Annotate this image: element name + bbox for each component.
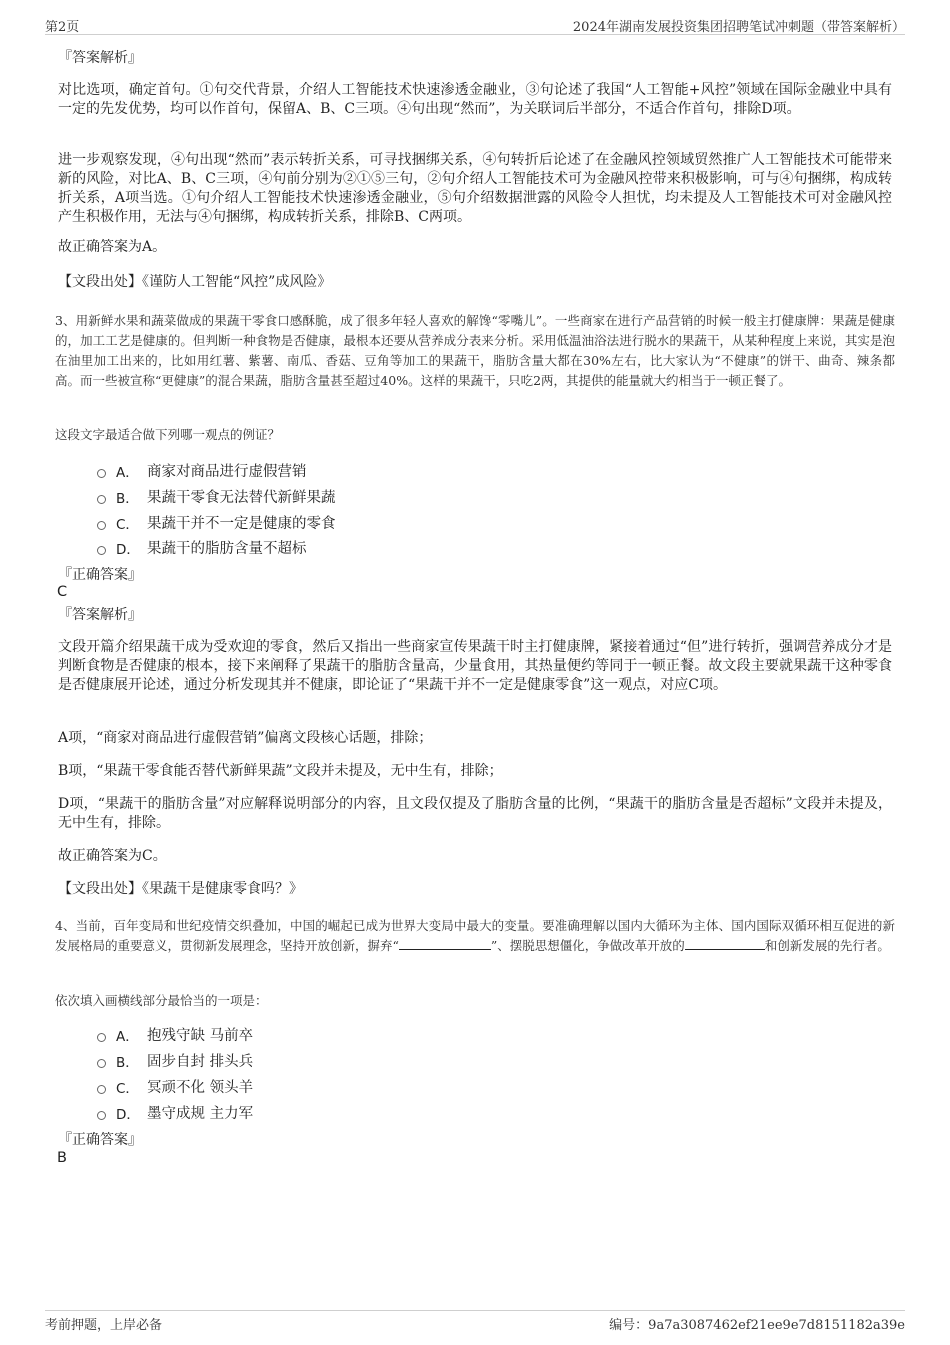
radio-icon[interactable] xyxy=(97,469,106,478)
q4-text-part-1: 4、当前，百年变局和世纪疫情交织叠加，中国的崛起已成为世界大变局中最大的变量。要准确理解以国内大循环为主体、国内国际双循环相互促进的新发展格局的重要意义，贯彻新发展理念，坚持开放创新，摒弃“ xyxy=(55,918,895,953)
footer-divider xyxy=(45,1310,905,1311)
q3-source: 【文段出处】《果蔬干是健康零食吗？》 xyxy=(58,881,303,897)
option-letter: B． xyxy=(116,490,139,507)
option-text: 果蔬干并不一定是健康的零食 xyxy=(147,516,336,532)
radio-icon[interactable] xyxy=(97,1059,106,1068)
q3-question-text: 3、用新鲜水果和蔬菜做成的果蔬干零食口感酥脆，成了很多年轻人喜欢的解馋“零嘴儿”。一些商家在进行产品营销的时候一般主打健康牌：果蔬是健康的，加工工艺是健康的。但判断一种食物是否健康，最根本还要从营养成分表来分析。采用低温油浴法进行脱水的果蔬干，从某种程度上来说，其实是泡在油里加工出来的，比如用红薯、紫薯、南瓜、香菇、豆角等加工的果蔬干，脂肪含量大都在30%左右，比大家认为“不健康”的饼干、曲奇、辣条都高。而一些被宣称“更健康”的混合果蔬，脂肪含量甚至超过40%。这样的果蔬干，只吃2两，其提供的能量就大约相当于一顿正餐了。 xyxy=(55,313,895,388)
q2-source: 【文段出处】《谨防人工智能“风控”成风险》 xyxy=(58,274,332,290)
option-letter: C． xyxy=(116,1080,139,1097)
q4-answer: B xyxy=(57,1150,67,1166)
option-letter: B． xyxy=(116,1054,139,1071)
option-text: 墨守成规 主力军 xyxy=(147,1106,254,1122)
radio-icon[interactable] xyxy=(97,546,106,555)
radio-icon[interactable] xyxy=(97,521,106,530)
q4-text-part-2: ”、摆脱思想僵化，争做改革开放的 xyxy=(490,938,685,953)
option-text: 冥顽不化 领头羊 xyxy=(147,1080,254,1096)
option-text: 固步自封 排头兵 xyxy=(147,1054,254,1070)
option-text: 果蔬干的脂肪含量不超标 xyxy=(147,541,307,557)
radio-icon[interactable] xyxy=(97,1033,106,1042)
q3-analysis-p4: D项，“果蔬干的脂肪含量”对应解释说明部分的内容，且文段仅提及了脂肪含量的比例，“果蔬干的脂肪含量是否超标”文段并未提及，无中生有，排除。 xyxy=(58,796,892,831)
radio-icon[interactable] xyxy=(97,1111,106,1120)
q3-option-a[interactable] xyxy=(97,460,307,481)
q4-question-text xyxy=(55,916,895,956)
q4-text-part-3: 和创新发展的先行者。 xyxy=(764,938,890,953)
q4-stem: 依次填入画横线部分最恰当的一项是： xyxy=(55,993,268,1008)
document-title: 2024年湖南发展投资集团招聘笔试冲刺题（带答案解析） xyxy=(572,20,905,35)
q4-option-c[interactable] xyxy=(97,1076,253,1097)
option-letter: A． xyxy=(116,1028,139,1045)
header-divider xyxy=(45,34,905,35)
footer-slogan: 考前押题，上岸必备 xyxy=(45,1318,163,1333)
q3-analysis-title: 『答案解析』 xyxy=(58,607,142,623)
option-text: 果蔬干零食无法替代新鲜果蔬 xyxy=(147,490,336,506)
q3-analysis-p2: A项，“商家对商品进行虚假营销”偏离文段核心话题，排除； xyxy=(58,730,433,746)
option-letter: C． xyxy=(116,516,139,533)
q4-blank-1 xyxy=(399,937,491,950)
option-text: 抱残守缺 马前卒 xyxy=(147,1028,254,1044)
document-id: 编号：9a7a3087462ef21ee9e7d8151182a39e xyxy=(609,1318,905,1333)
q3-option-b[interactable] xyxy=(97,486,336,507)
q4-option-d[interactable] xyxy=(97,1102,253,1123)
option-letter: D． xyxy=(116,1106,140,1123)
option-letter: D． xyxy=(116,541,140,558)
q3-stem: 这段文字最适合做下列哪一观点的例证？ xyxy=(55,427,281,442)
q3-answer: C xyxy=(57,584,68,600)
option-letter: A． xyxy=(116,464,139,481)
page-number: 第2页 xyxy=(45,20,80,35)
radio-icon[interactable] xyxy=(97,495,106,504)
q3-option-d[interactable] xyxy=(97,537,307,558)
q2-conclusion: 故正确答案为A。 xyxy=(58,239,167,255)
q4-answer-title: 『正确答案』 xyxy=(58,1132,142,1148)
q3-analysis-p3: B项，“果蔬干零食能否替代新鲜果蔬”文段并未提及，无中生有，排除； xyxy=(58,763,503,779)
radio-icon[interactable] xyxy=(97,1085,106,1094)
q3-option-c[interactable] xyxy=(97,512,336,533)
option-text: 商家对商品进行虚假营销 xyxy=(147,464,307,480)
q2-analysis-p1: 对比选项，确定首句。①句交代背景，介绍人工智能技术快速渗透金融业，③句论述了我国“人工智能+风控”领域在国际金融业中具有一定的先发优势，均可以作首句，保留A、B、C三项。④句出现“然而”，为关联词后半部分，不适合作首句，排除D项。 xyxy=(58,82,892,117)
q4-blank-2 xyxy=(685,937,765,950)
q2-analysis-p2: 进一步观察发现，④句出现“然而”表示转折关系，可寻找捆绑关系，④句转折后论述了在金融风控领域贸然推广人工智能技术可能带来新的风险，对比A、B、C三项，④句前分别为②①⑤三句，②句介绍人工智能技术可为金融风控带来积极影响，可与④句捆绑，构成转折关系，A项当选。①句介绍人工智能技术快速渗透金融业，⑤句介绍数据泄露的风险令人担忧，均未提及人工智能技术可对金融风控产生积极作用，无法与④句捆绑，构成转折关系，排除B、C两项。 xyxy=(58,152,892,225)
q3-analysis-p1: 文段开篇介绍果蔬干成为受欢迎的零食，然后又指出一些商家宣传果蔬干时主打健康牌，紧接着通过“但”进行转折，强调营养成分才是判断食物是否健康的根本，接下来阐释了果蔬干的脂肪含量高，少量食用，其热量便约等同于一顿正餐。故文段主要就果蔬干这种零食是否健康展开论述，通过分析发现其并不健康，即论证了“果蔬干并不一定是健康零食”这一观点，对应C项。 xyxy=(58,639,892,693)
q2-analysis-title: 『答案解析』 xyxy=(58,50,142,66)
q3-answer-title: 『正确答案』 xyxy=(58,567,142,583)
q4-option-a[interactable] xyxy=(97,1024,253,1045)
q3-conclusion: 故正确答案为C。 xyxy=(58,848,167,864)
q4-option-b[interactable] xyxy=(97,1050,253,1071)
